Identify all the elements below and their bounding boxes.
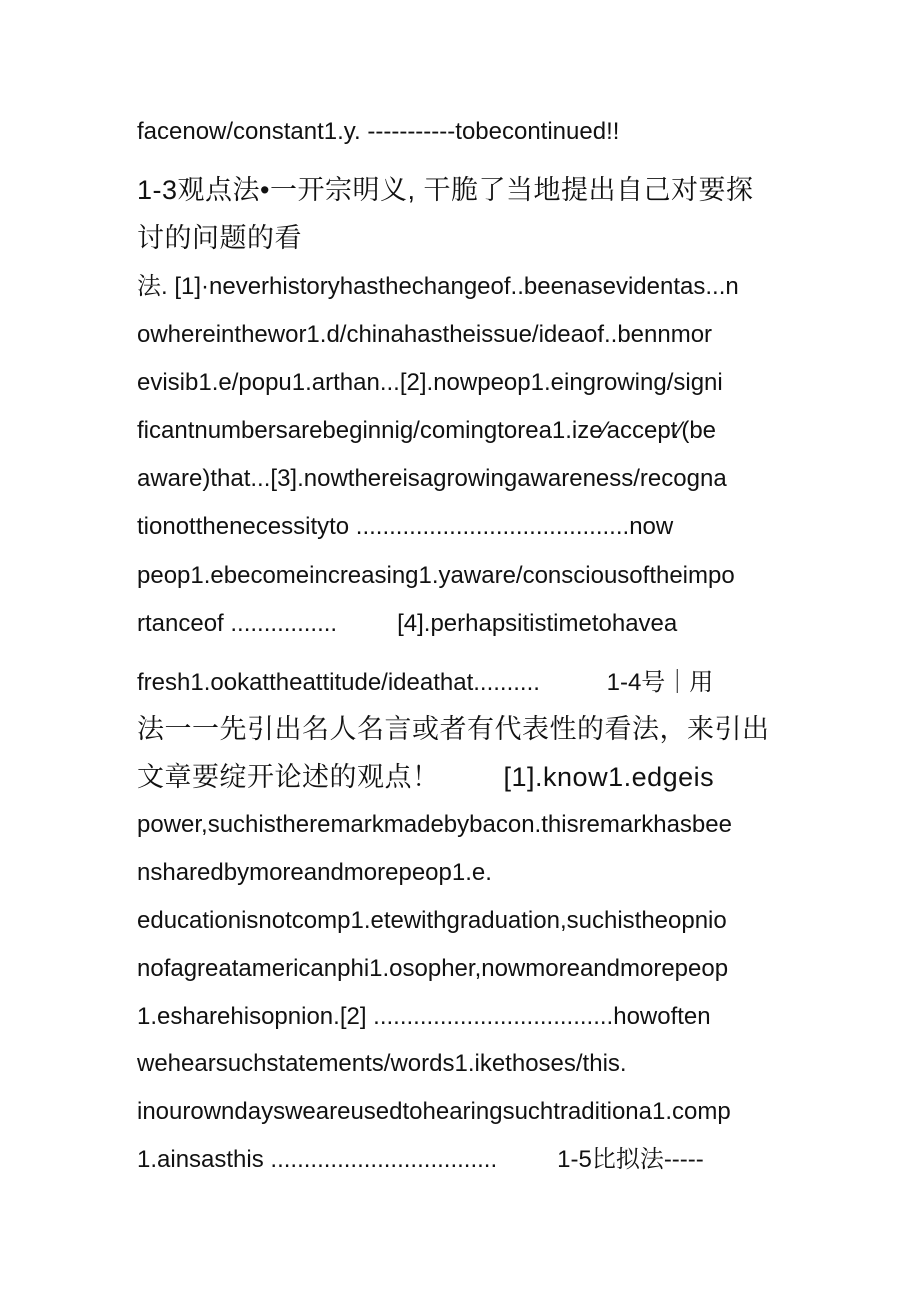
text-line: fresh1.ookattheattitude/ideathat.......... 1-4号｜用 <box>137 669 714 696</box>
text-line: nofagreatamericanphi1.osopher,nowmoreandmorepeop <box>137 955 729 982</box>
text-line: evisib1.e/popu1.arthan...[2].nowpeop1.eingrowing/signi <box>137 369 723 396</box>
text-line: ficantnumbersarebeginnig/comingtorea1.ize⁄accept⁄(be <box>137 417 717 444</box>
text-line: 1-3观点法•一开宗明义, 干脆了当地提出自己对要探 <box>137 175 754 205</box>
text-line: rtanceof ................ [4].perhapsitistimetohavea <box>137 610 678 637</box>
text-line: 法. [1]·neverhistoryhasthechangeof..beenasevidentas...n <box>137 273 739 300</box>
text-line: power,suchistheremarkmadebybacon.thisremarkhasbee <box>137 811 732 838</box>
text-line: facenow/constant1.y. -----------tobecontinued!! <box>137 118 620 145</box>
text-line: 1.esharehisopnion.[2] ....................................howoften <box>137 1003 711 1030</box>
text-line: 讨的问题的看 <box>137 223 302 253</box>
text-line: inourowndaysweareusedtohearingsuchtraditiona1.comp <box>137 1098 731 1125</box>
text-line: 文章要绽开论述的观点！ [1].know1.edgeis <box>137 762 715 792</box>
text-line: aware)that...[3].nowthereisagrowingawareness/recogna <box>137 465 727 492</box>
text-line: 1.ainsasthis .................................. 1-5比拟法----- <box>137 1146 704 1173</box>
text-line: peop1.ebecomeincreasing1.yaware/consciousoftheimpo <box>137 562 735 589</box>
text-line: 法一一先引出名人名言或者有代表性的看法，来引出 <box>137 714 770 744</box>
text-line: educationisnotcomp1.etewithgraduation,suchistheopnio <box>137 907 727 934</box>
text-line: wehearsuchstatements/words1.ikethoses/this. <box>137 1050 627 1077</box>
text-line: nsharedbymoreandmorepeop1.e. <box>137 859 492 886</box>
text-line: owhereinthewor1.d/chinahastheissue/ideaof..bennmor <box>137 321 713 348</box>
text-line: tionotthenecessityto .........................................now <box>137 513 674 540</box>
